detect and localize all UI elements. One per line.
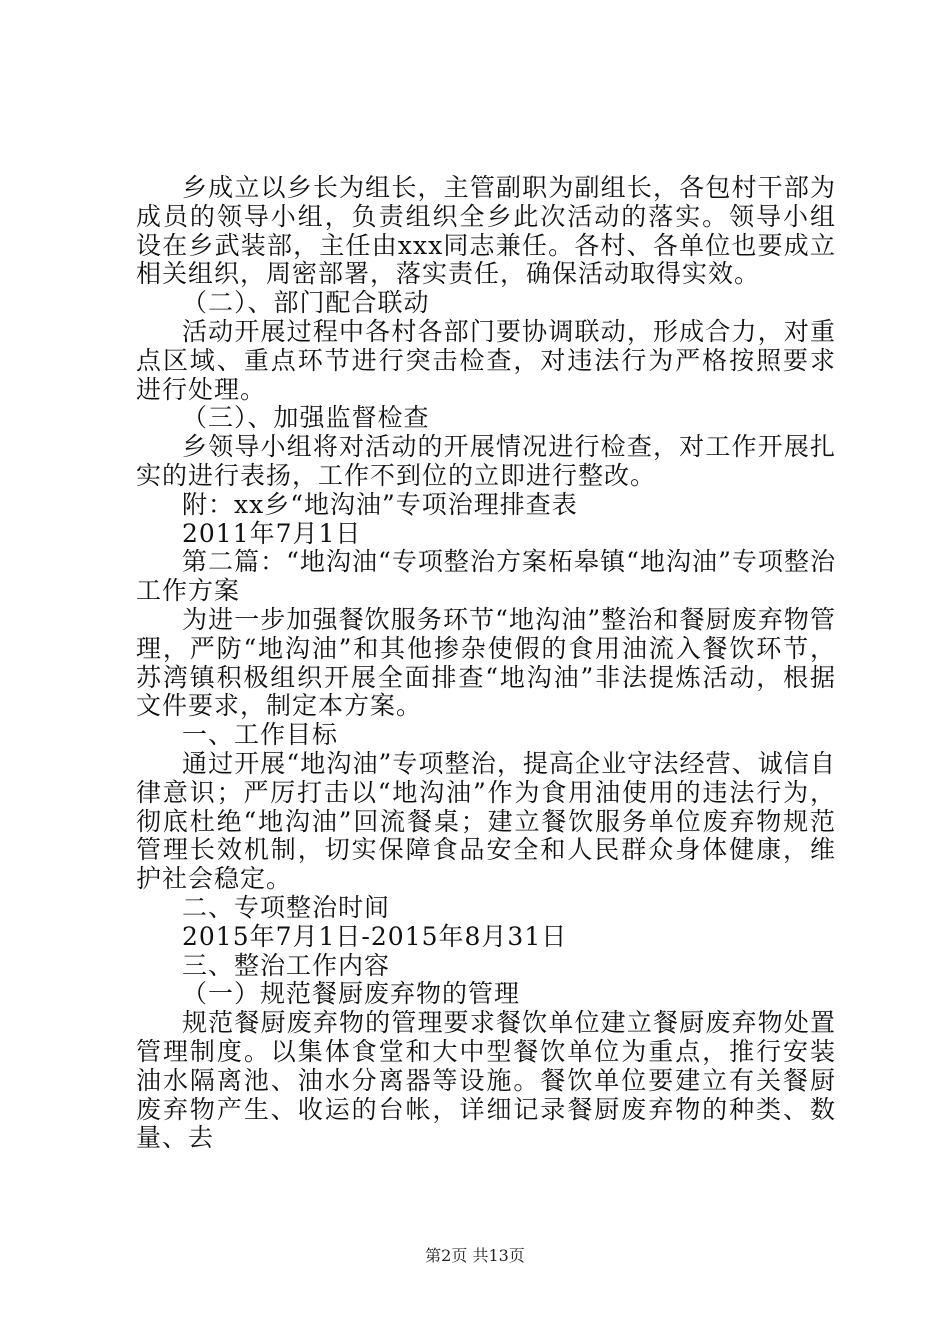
section-heading: 三、整治工作内容 [182, 950, 391, 980]
attachment-line: 附：xx乡“地沟油”专项治理排查表 [182, 489, 578, 519]
paragraph: 为进一步加强餐饮服务环节“地沟油”整治和餐厨废弃物管理，严防“地沟油”和其他掺杂使假的食用油流入餐饮环节，苏湾镇积极组织开展全面排查“地沟油”非法提炼活动，根据文件要求，制定本方案。 [136, 604, 836, 721]
paragraph: 乡成立以乡长为组长，主管副职为副组长，各包村干部为成员的领导小组，负责组织全乡此次活动的落实。领导小组设在乡武装部，主任由xxx同志兼任。各村、各单位也要成立相关组织，周密部署，落实责任，确保活动取得实效。 [136, 173, 836, 289]
paragraph: 活动开展过程中各村各部门要协调联动，形成合力，对重点区域、重点环节进行突击检查，对违法行为严格按照要求进行处理。 [136, 316, 836, 404]
chapter-title: 第二篇：“地沟油“专项整治方案柘皋镇“地沟油”专项整治工作方案 [136, 547, 836, 606]
section-heading: 一、工作目标 [182, 720, 339, 750]
section-heading: （二）、部门配合联动 [182, 288, 430, 318]
document-body [136, 174, 836, 1153]
section-heading: 二、专项整治时间 [182, 892, 391, 922]
page-number: 第2页 共13页 [425, 1246, 525, 1265]
date-range-line: 2015年7月1日-2015年8月31日 [182, 921, 568, 951]
date-line: 2011年7月1日 [182, 518, 362, 548]
paragraph: 规范餐厨废弃物的管理要求餐饮单位建立餐厨废弃物处置管理制度。以集体食堂和大中型餐饮单位为重点，推行安装油水隔离池、油水分离器等设施。餐饮单位要建立有关餐厨废弃物产生、收运的台帐，详细记录餐厨废弃物的种类、数量、去 [136, 1008, 836, 1153]
section-heading: （三）、加强监督检查 [182, 403, 430, 433]
paragraph: 乡领导小组将对活动的开展情况进行检查，对工作开展扎实的进行表扬，工作不到位的立即进行整改。 [136, 432, 836, 490]
subsection-heading: （一）规范餐厨废弃物的管理 [182, 979, 521, 1009]
paragraph: 通过开展“地沟油”专项整治，提高企业守法经营、诚信自律意识；严厉打击以“地沟油”作为食用油使用的违法行为，彻底杜绝“地沟油”回流餐桌；建立餐饮服务单位废弃物规范管理长效机制，切实保障食品安全和人民群众身体健康，维护社会稳定。 [136, 748, 836, 894]
page-footer [0, 1243, 950, 1266]
